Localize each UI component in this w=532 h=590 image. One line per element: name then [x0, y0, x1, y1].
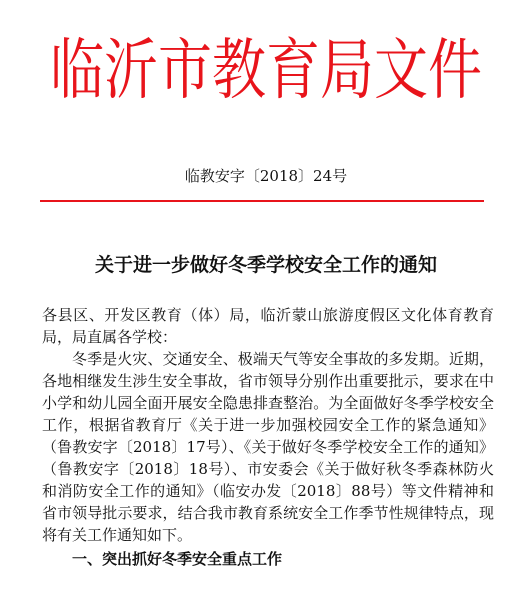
- red-divider-line: [40, 200, 484, 202]
- masthead-title: 临沂市教育局文件: [50, 31, 482, 109]
- paragraph-1: 冬季是火灾、交通安全、极端天气等安全事故的多发期。近期，各地相继发生涉生安全事故，省市领导分别作出重要批示，要求在中小学和幼儿园全面开展安全隐患排查整治。为全面做好冬季学校安全工作，根据省教育厅《关于进一步加强校园安全工作的紧急通知》（鲁教安字〔2018〕17号）、《关于做好冬季学校安全工作的通知》（鲁教安字〔2018〕18号）、市安委会《关于做好秋冬季森林防火和消防安全工作的通知》（临安办发〔2018〕88号）等文件精神和省市领导批示要求，结合我市教育系统安全工作季节性规律特点，现将有关工作通知如下。: [42, 350, 494, 544]
- document-number: 临教安字〔2018〕24号: [184, 167, 348, 185]
- notice-body: [42, 304, 494, 546]
- notice-title: 关于进一步做好冬季学校安全工作的通知: [94, 254, 437, 276]
- section-1-heading: 一、突出抓好冬季安全重点工作: [72, 550, 283, 568]
- salutation: 各县区、开发区教育（体）局，临沂蒙山旅游度假区文化体育教育局，局直属各学校：: [42, 306, 494, 346]
